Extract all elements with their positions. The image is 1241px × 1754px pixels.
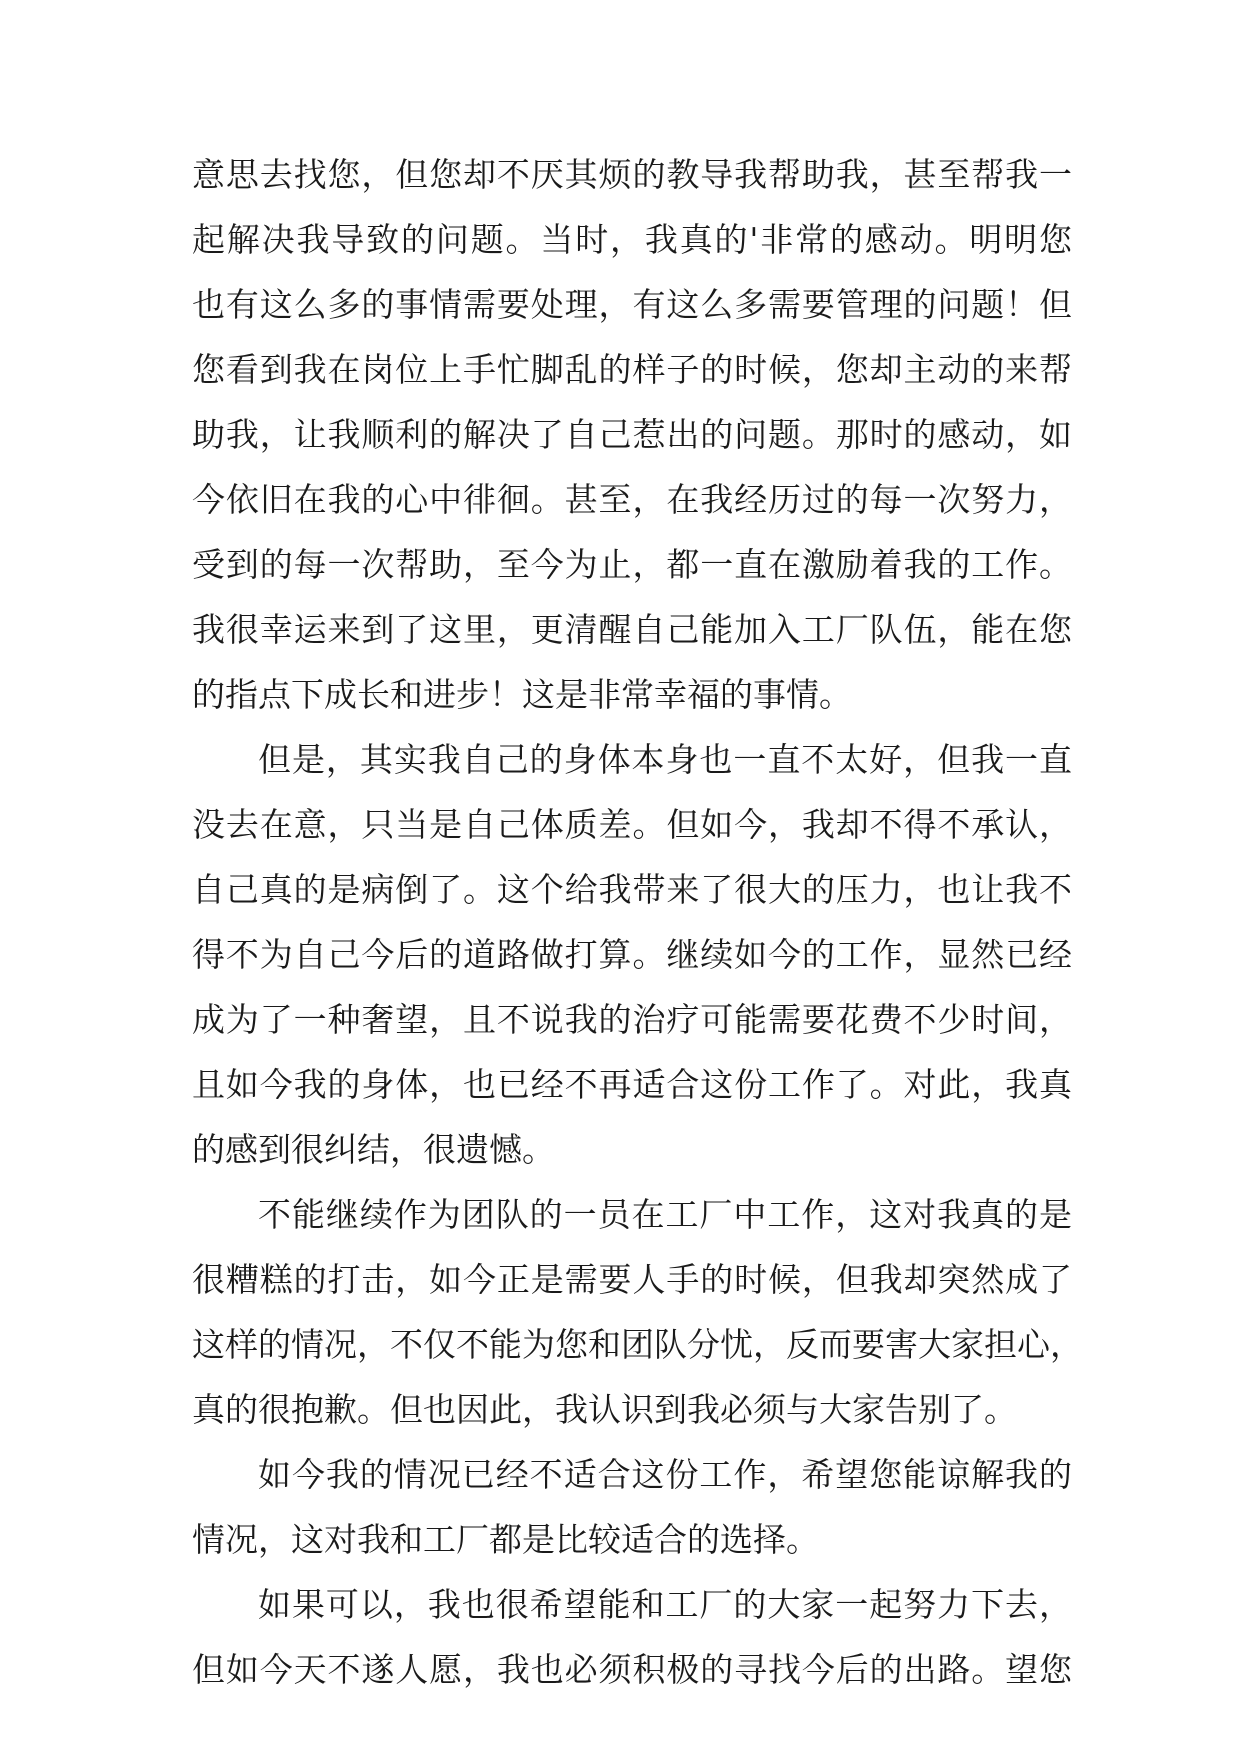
- text-line: 得不为自己今后的道路做打算。继续如今的工作，显然已经: [192, 935, 1072, 974]
- text-line: 今依旧在我的心中徘徊。甚至，在我经历过的每一次努力，: [192, 480, 1072, 519]
- text-line: 如今我的情况已经不适合这份工作，希望您能谅解我的: [258, 1455, 1072, 1494]
- text-line: 真的很抱歉。但也因此，我认识到我必须与大家告别了。: [192, 1390, 1017, 1429]
- text-line: 没去在意，只当是自己体质差。但如今，我却不得不承认，: [192, 805, 1072, 844]
- text-line: 但如今天不遂人愿，我也必须积极的寻找今后的出路。望您: [192, 1650, 1072, 1689]
- text-line: 情况，这对我和工厂都是比较适合的选择。: [192, 1520, 819, 1559]
- text-line: 助我，让我顺利的解决了自己惹出的问题。那时的感动，如: [192, 415, 1072, 454]
- text-line: 成为了一种奢望，且不说我的治疗可能需要花费不少时间，: [192, 1000, 1072, 1039]
- text-line: 意思去找您，但您却不厌其烦的教导我帮助我，甚至帮我一: [192, 155, 1072, 194]
- text-line: 如果可以，我也很希望能和工厂的大家一起努力下去，: [258, 1585, 1072, 1624]
- text-line: 但是，其实我自己的身体本身也一直不太好，但我一直: [258, 740, 1072, 779]
- text-line: 也有这么多的事情需要处理，有这么多需要管理的问题！但: [192, 285, 1072, 324]
- text-line: 很糟糕的打击，如今正是需要人手的时候，但我却突然成了: [192, 1260, 1072, 1299]
- text-line: 起解决我导致的问题。当时，我真的'非常的感动。明明您: [192, 220, 1072, 259]
- text-line: 且如今我的身体，也已经不再适合这份工作了。对此，我真: [192, 1065, 1072, 1104]
- body-text: [192, 142, 1083, 1702]
- text-line: 您看到我在岗位上手忙脚乱的样子的时候，您却主动的来帮: [192, 350, 1072, 389]
- text-line: 我很幸运来到了这里，更清醒自己能加入工厂队伍，能在您: [192, 610, 1072, 649]
- text-line: 受到的每一次帮助，至今为止，都一直在激励着我的工作。: [192, 545, 1072, 584]
- text-line: 自己真的是病倒了。这个给我带来了很大的压力，也让我不: [192, 870, 1072, 909]
- text-line: 不能继续作为团队的一员在工厂中工作，这对我真的是: [258, 1195, 1072, 1234]
- text-line: 的指点下成长和进步！这是非常幸福的事情。: [192, 675, 852, 714]
- text-line: 这样的情况，不仅不能为您和团队分忧，反而要害大家担心，: [192, 1325, 1083, 1364]
- text-line: 的感到很纠结，很遗憾。: [192, 1130, 555, 1169]
